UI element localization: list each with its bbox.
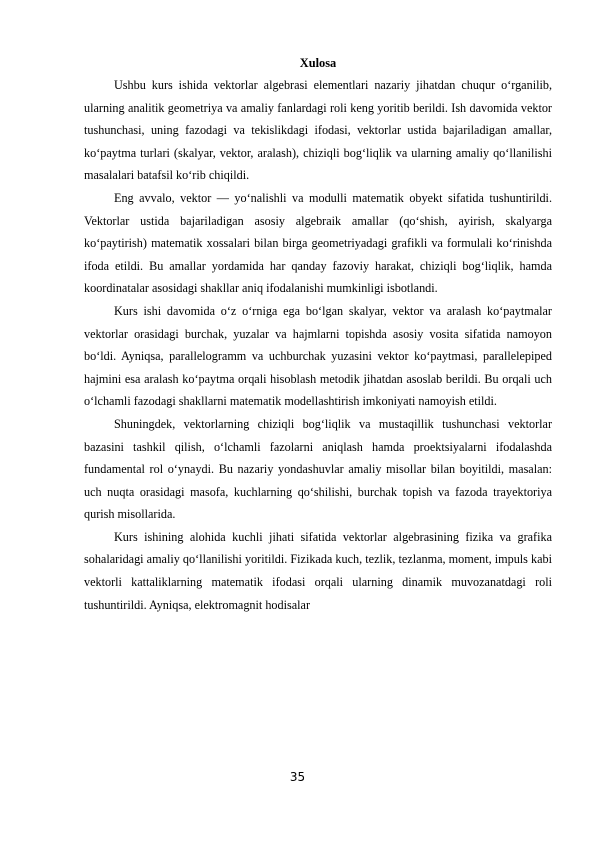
- page-number: 35: [289, 770, 306, 784]
- paragraph-1: Ushbu kurs ishida vektorlar algebrasi elementlari nazariy jihatdan chuqur o‘rganilib, ularning analitik geometriya va amaliy fanlardagi roli keng yoritib berildi. Ish davomida vektor tushunchasi, uning fazodagi va tekislikdagi ifodasi, vektorlar ustida bajariladigan amallar, ko‘paytma turlari (skalyar, vektor, aralash), chiziqli bog‘liqlik va ularning amaliy qo‘llanilishi masalalari batafsil ko‘rib chiqildi.: [84, 78, 552, 183]
- section-title: Xulosa: [299, 56, 337, 70]
- paragraph-3: Kurs ishi davomida o‘z o‘rniga ega bo‘lgan skalyar, vektor va aralash ko‘paytmalar vektorlar orasidagi burchak, yuzalar va hajmlarni topishda asosiy vosita sifatida namoyon bo‘ldi. Ayniqsa, parallelogramm va uchburchak yuzasini vektor ko‘paytmasi, parallelepiped hajmini esa aralash ko‘paytma orqali hisoblash metodik jihatdan asoslab berildi. Bu orqali uch o‘lchamli fazodagi shakllarni matematik modellashtirish imkoniyati namoyish etildi.: [84, 303, 552, 409]
- paragraph-4: Shuningdek, vektorlarning chiziqli bog‘liqlik va mustaqillik tushunchasi vektorlar bazasini tashkil qilish, o‘lchamli fazolarni aniqlash hamda proektsiyalarni ifodalashda fundamental rol o‘ynaydi. Bu nazariy yondashuvlar amaliy misollar bilan boyitildi, masalan: uch nuqta orasidagi masofa, kuchlarning qo‘shilishi, burchak topish va fazoda trayektoriya qurish misollarida.: [84, 416, 552, 522]
- document-body: [84, 56, 552, 616]
- paragraph-5: Kurs ishining alohida kuchli jihati sifatida vektorlar algebrasining fizika va grafika sohalaridagi amaliy qo‘llanilishi yoritildi. Fizikada kuch, tezlik, tezlanma, moment, impuls kabi vektorli kattaliklarning matematik ifodasi orqali ularning dinamik muvozanatdagi roli tushuntirildi. Ayniqsa, elektromagnit hodisalar: [84, 529, 552, 612]
- paragraph-2: Eng avvalo, vektor — yo‘nalishli va modulli matematik obyekt sifatida tushuntirildi. Vektorlar ustida bajariladigan asosiy algebraik amallar (qo‘shish, ayirish, skalyarga ko‘paytirish) matematik xossalari bilan birga geometriyadagi grafikli va formulali ko‘rinishda ifoda etildi. Bu amallar yordamida har qanday fazoviy harakat, chiziqli bog‘liqlik, hamda koordinatalar asosidagi shakllar aniq ifodalanishi mumkinligi isbotlandi.: [84, 190, 552, 296]
